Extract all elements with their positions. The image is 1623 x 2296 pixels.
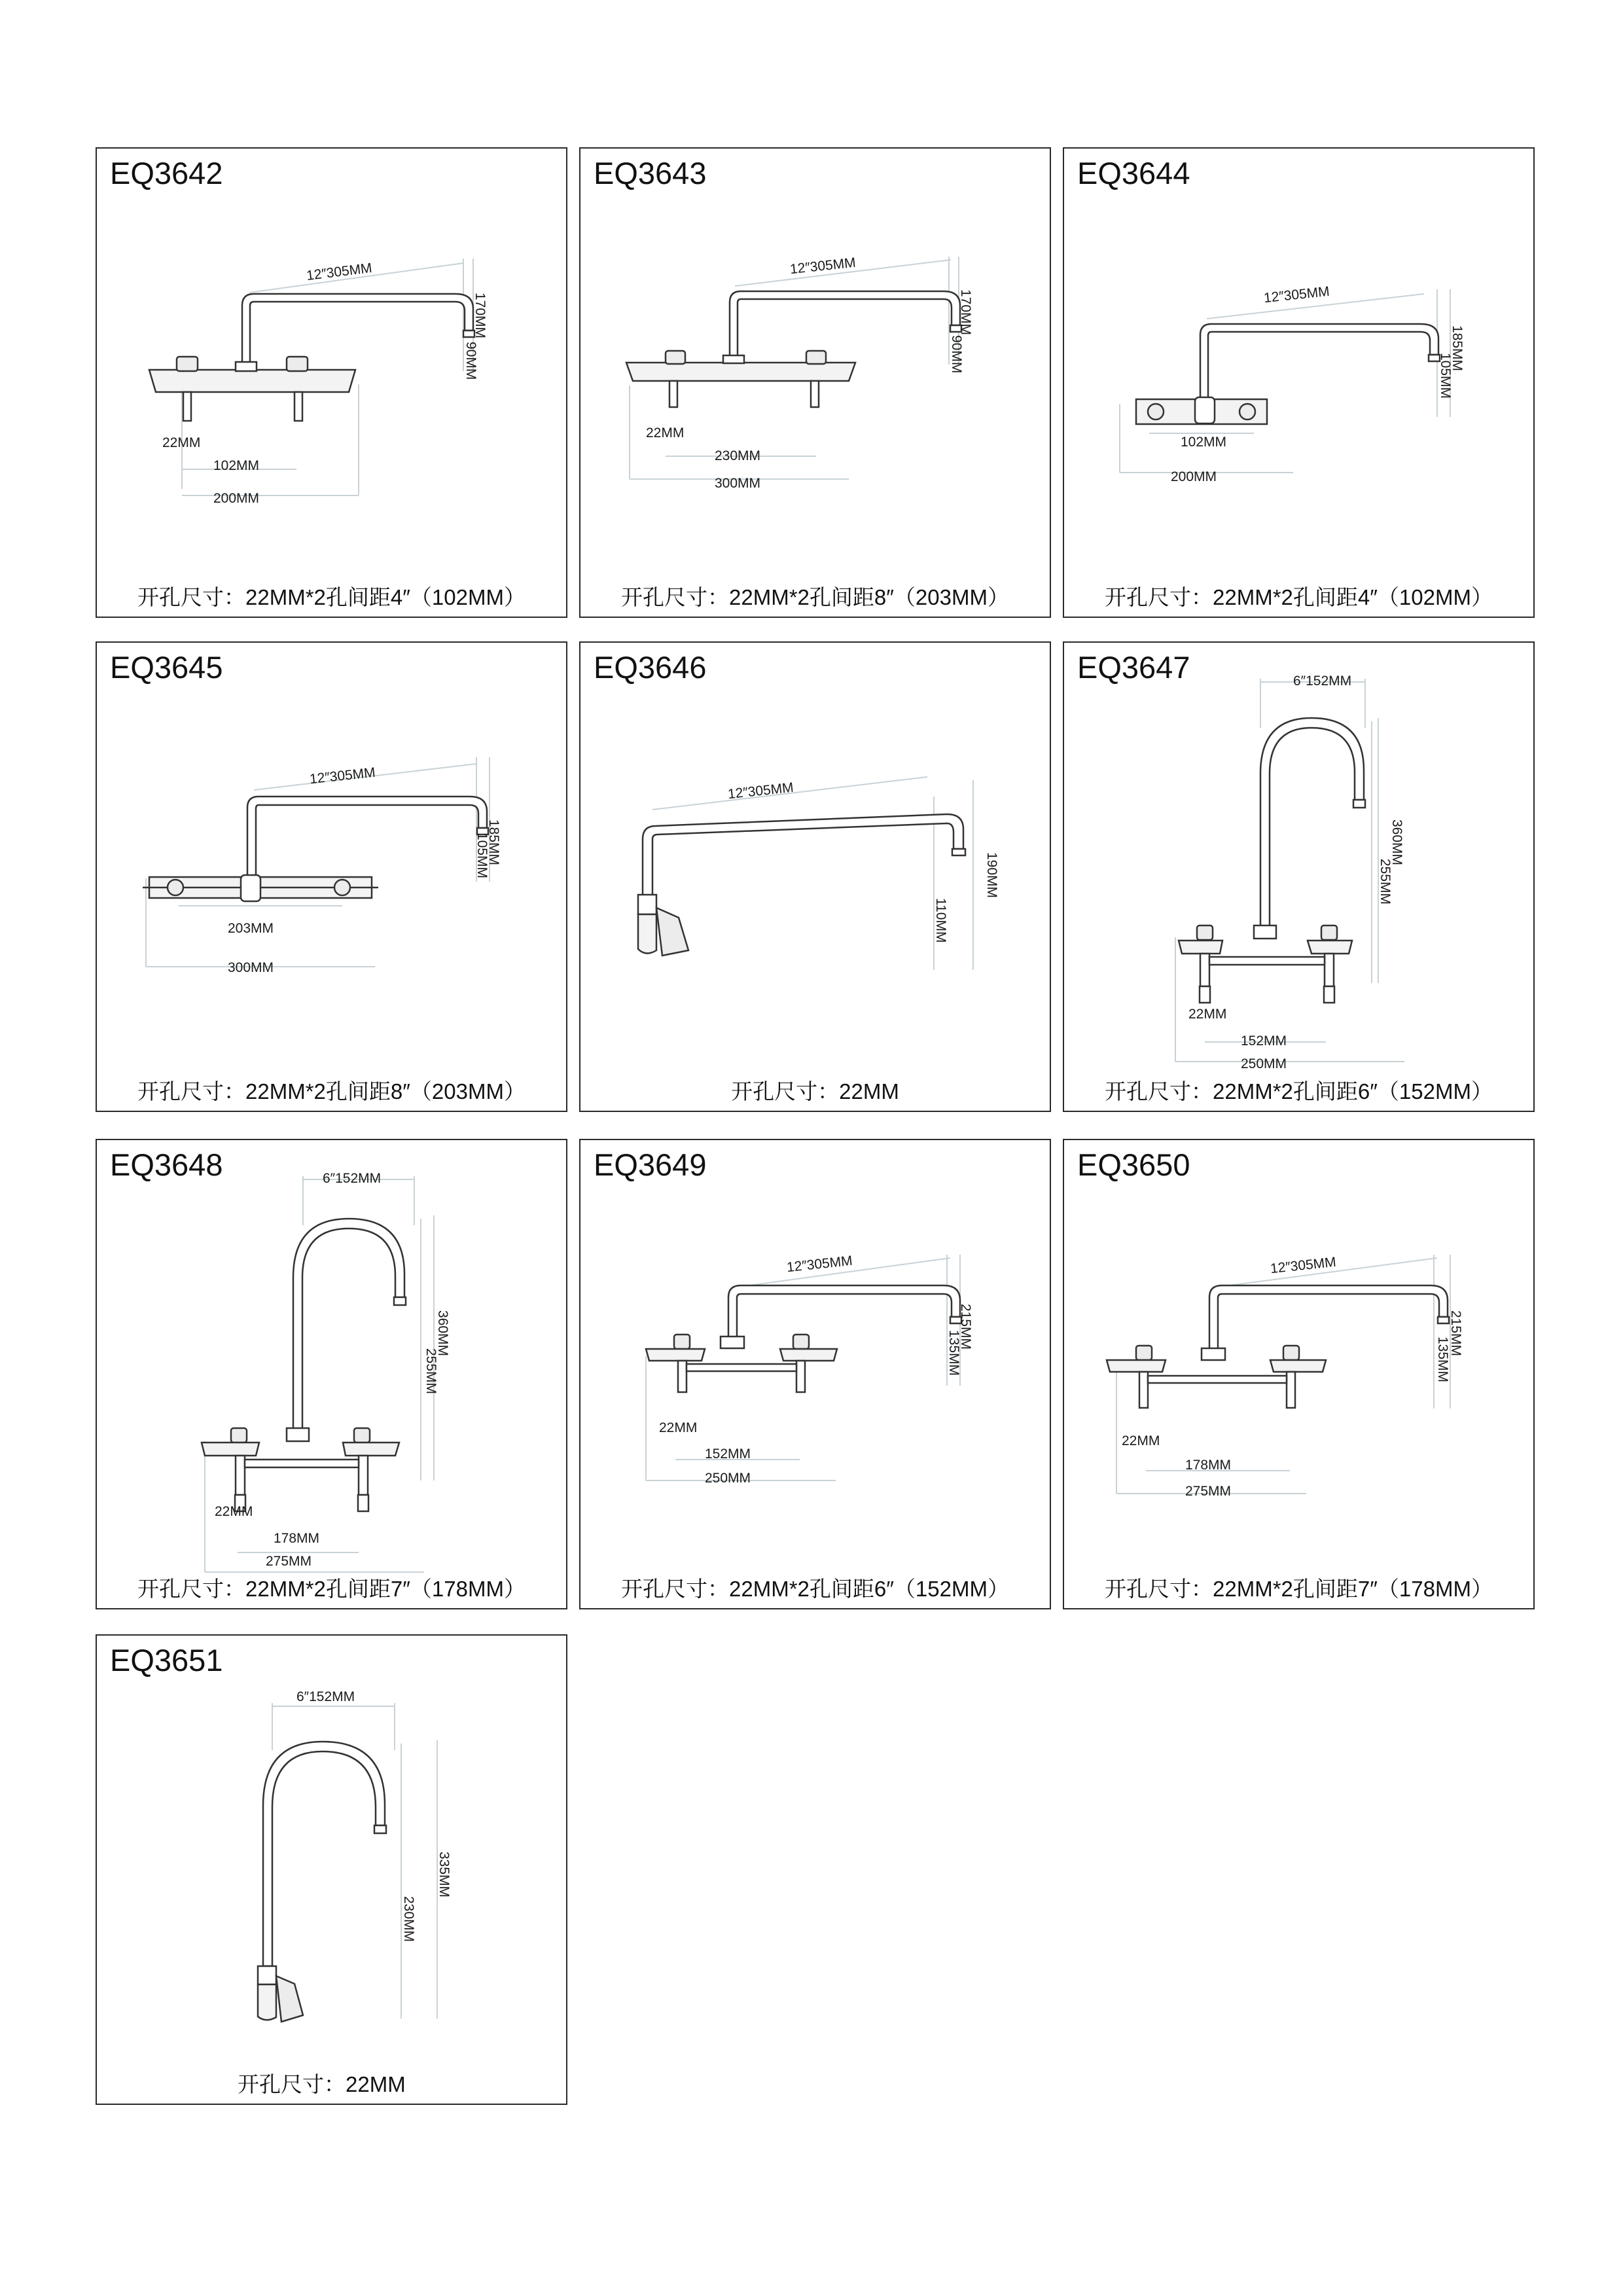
dim-width: 200MM [213, 491, 260, 506]
faucet-diagram [97, 1636, 566, 2104]
dim-width: 300MM [715, 476, 761, 491]
dim-reach: 12″305MM [727, 780, 794, 802]
model-title: EQ3650 [1077, 1147, 1190, 1182]
dim-height-spout: 110MM [933, 898, 948, 943]
product-card-eq3647 [1063, 641, 1535, 1112]
model-title: EQ3644 [1077, 156, 1190, 190]
dim-height-spout: 230MM [401, 1896, 416, 1943]
dim-height-total: 360MM [435, 1310, 450, 1357]
dim-hole: 22MM [215, 1504, 253, 1519]
dim-height-total: 190MM [984, 852, 999, 899]
dim-center: 178MM [1185, 1458, 1232, 1473]
dim-height-total: 170MM [958, 289, 973, 336]
dim-reach: 12″305MM [309, 764, 376, 787]
faucet-diagram [97, 1140, 566, 1608]
dim-hole: 22MM [646, 425, 685, 440]
dim-height-total: 215MM [1448, 1310, 1463, 1357]
spec-text: 开孔尺寸：22MM [238, 2072, 406, 2096]
dim-height-total: 215MM [958, 1304, 973, 1350]
product-card-eq3651 [96, 1634, 567, 2105]
product-card-eq3648 [96, 1139, 567, 1609]
dim-height-spout: 105MM [1438, 353, 1453, 399]
spec-text: 开孔尺寸：22MM*2孔间距8″（203MM） [137, 1079, 526, 1103]
dim-height-spout: 135MM [946, 1330, 961, 1376]
spec-text: 开孔尺寸：22MM [731, 1079, 899, 1103]
product-card-eq3650 [1063, 1139, 1535, 1609]
model-title: EQ3651 [110, 1643, 223, 1677]
dim-center: 203MM [228, 921, 274, 936]
spec-text: 开孔尺寸：22MM*2孔间距7″（178MM） [1105, 1577, 1493, 1601]
faucet-diagram [97, 149, 566, 617]
dim-width: 200MM [1171, 469, 1217, 484]
product-card-eq3643 [579, 147, 1051, 618]
dim-reach: 12″305MM [786, 1253, 853, 1276]
dim-height-total: 335MM [437, 1852, 452, 1898]
dim-reach: 12″305MM [789, 255, 857, 278]
spec-text: 开孔尺寸：22MM*2孔间距6″（152MM） [621, 1577, 1009, 1601]
model-title: EQ3647 [1077, 650, 1190, 685]
dim-height-spout: 90MM [463, 342, 478, 380]
product-card-eq3646 [579, 641, 1051, 1112]
product-card-eq3644 [1063, 147, 1535, 618]
dim-height-total: 170MM [473, 293, 488, 339]
faucet-diagram [1064, 149, 1533, 617]
dim-reach: 6″152MM [323, 1171, 382, 1186]
product-card-eq3649 [579, 1139, 1051, 1609]
faucet-diagram [580, 643, 1050, 1111]
model-title: EQ3649 [594, 1147, 707, 1182]
spec-text: 开孔尺寸：22MM*2孔间距6″（152MM） [1105, 1079, 1493, 1103]
dim-height-spout: 135MM [1435, 1336, 1450, 1383]
dim-center: 152MM [1241, 1033, 1287, 1049]
dim-width: 250MM [705, 1471, 751, 1486]
dim-reach: 6″152MM [1293, 673, 1352, 689]
faucet-diagram [1064, 643, 1533, 1111]
model-title: EQ3643 [594, 156, 707, 190]
dim-width: 250MM [1241, 1056, 1287, 1071]
faucet-diagram [1064, 1140, 1533, 1608]
dim-hole: 22MM [1122, 1433, 1160, 1448]
faucet-diagram [580, 149, 1050, 617]
dim-height-total: 185MM [1450, 325, 1465, 372]
dim-center: 152MM [705, 1446, 751, 1462]
dim-center: 230MM [715, 448, 761, 463]
dim-center: 102MM [1181, 435, 1227, 450]
product-card-eq3645 [96, 641, 567, 1112]
dim-width: 275MM [266, 1554, 312, 1569]
model-title: EQ3645 [110, 650, 223, 685]
dim-reach: 6″152MM [296, 1689, 355, 1704]
dim-center: 178MM [274, 1531, 320, 1546]
dim-height-spout: 255MM [423, 1348, 438, 1395]
dim-height-total: 360MM [1389, 819, 1404, 866]
dim-width: 300MM [228, 960, 274, 975]
spec-text: 开孔尺寸：22MM*2孔间距4″（102MM） [137, 585, 526, 609]
spec-text: 开孔尺寸：22MM*2孔间距7″（178MM） [137, 1577, 526, 1601]
dim-center: 102MM [213, 458, 260, 473]
model-title: EQ3648 [110, 1147, 223, 1182]
dim-height-spout: 90MM [949, 335, 964, 374]
dim-hole: 22MM [659, 1420, 698, 1435]
dim-reach: 12″305MM [1270, 1254, 1337, 1277]
dim-hole: 22MM [162, 435, 201, 450]
dim-reach: 12″305MM [305, 260, 373, 284]
faucet-diagram [97, 643, 566, 1111]
dim-width: 275MM [1185, 1484, 1232, 1499]
model-title: EQ3642 [110, 156, 223, 190]
dim-reach: 12″305MM [1263, 283, 1330, 306]
dim-height-spout: 255MM [1378, 859, 1393, 905]
spec-text: 开孔尺寸：22MM*2孔间距4″（102MM） [1105, 585, 1493, 609]
model-title: EQ3646 [594, 650, 707, 685]
dim-hole: 22MM [1188, 1007, 1227, 1022]
dim-height-total: 185MM [486, 819, 501, 866]
spec-text: 开孔尺寸：22MM*2孔间距8″（203MM） [621, 585, 1009, 609]
product-card-eq3642 [96, 147, 567, 618]
faucet-diagram [580, 1140, 1050, 1608]
dim-height-spout: 105MM [474, 833, 490, 879]
